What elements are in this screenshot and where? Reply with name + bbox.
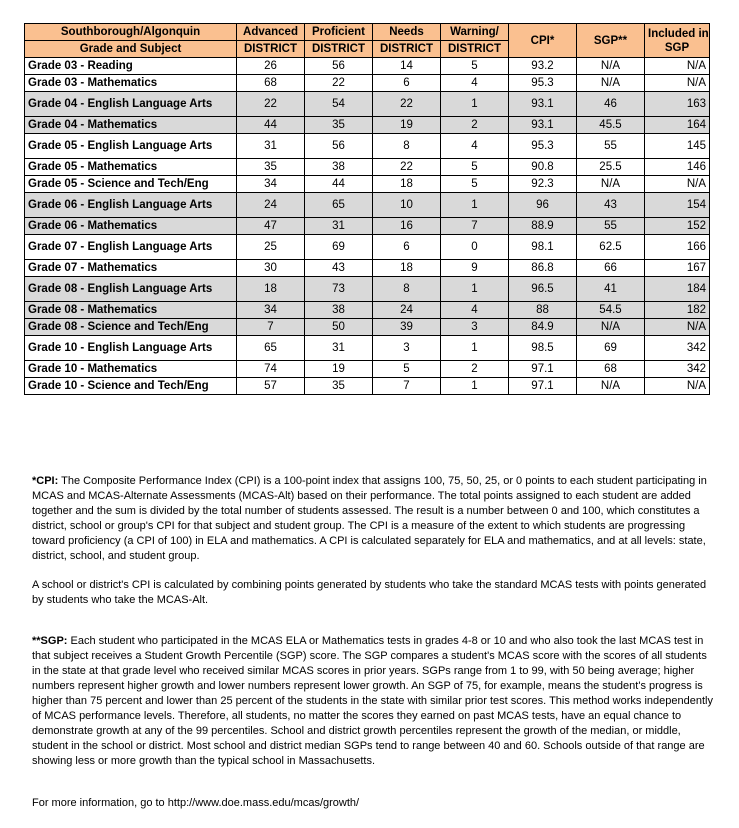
- cell-proficient: 38: [305, 159, 373, 176]
- cell-sgp: N/A: [577, 319, 645, 336]
- table-row: [25, 92, 710, 117]
- cell-subject: Grade 03 - Reading: [25, 58, 237, 75]
- cell-proficient: 35: [305, 117, 373, 134]
- header-proficient-district: DISTRICT: [305, 41, 373, 58]
- cell-included-in-sgp: N/A: [645, 378, 710, 395]
- cell-cpi: 96: [509, 193, 577, 218]
- header-sgp: SGP**: [577, 24, 645, 58]
- header-needs-district: DISTRICT: [373, 41, 441, 58]
- header-advanced: Advanced: [237, 24, 305, 41]
- cell-advanced: 25: [237, 235, 305, 260]
- cell-subject: Grade 05 - Science and Tech/Eng: [25, 176, 237, 193]
- cell-needs: 16: [373, 218, 441, 235]
- table-row: [25, 319, 710, 336]
- cell-warning: 5: [441, 176, 509, 193]
- table-row: [25, 193, 710, 218]
- cell-cpi: 97.1: [509, 361, 577, 378]
- cell-needs: 18: [373, 260, 441, 277]
- cell-subject: Grade 07 - Mathematics: [25, 260, 237, 277]
- cell-cpi: 95.3: [509, 134, 577, 159]
- cell-included-in-sgp: 154: [645, 193, 710, 218]
- cell-warning: 1: [441, 193, 509, 218]
- table-row: [25, 117, 710, 134]
- table-row: [25, 159, 710, 176]
- cell-subject: Grade 06 - English Language Arts: [25, 193, 237, 218]
- cell-cpi: 88: [509, 302, 577, 319]
- cell-proficient: 73: [305, 277, 373, 302]
- cell-included-in-sgp: 163: [645, 92, 710, 117]
- cell-sgp: N/A: [577, 58, 645, 75]
- cell-warning: 7: [441, 218, 509, 235]
- header-warning: Warning/: [441, 24, 509, 41]
- table-row: [25, 361, 710, 378]
- cell-cpi: 88.9: [509, 218, 577, 235]
- cell-advanced: 47: [237, 218, 305, 235]
- cell-warning: 3: [441, 319, 509, 336]
- cell-sgp: 62.5: [577, 235, 645, 260]
- header-included-line2: SGP: [664, 41, 690, 54]
- cell-advanced: 65: [237, 336, 305, 361]
- cell-included-in-sgp: N/A: [645, 58, 710, 75]
- cell-needs: 24: [373, 302, 441, 319]
- cell-included-in-sgp: 167: [645, 260, 710, 277]
- cell-advanced: 35: [237, 159, 305, 176]
- cell-advanced: 24: [237, 193, 305, 218]
- cell-needs: 3: [373, 336, 441, 361]
- cell-advanced: 22: [237, 92, 305, 117]
- cell-subject: Grade 10 - Mathematics: [25, 361, 237, 378]
- cell-sgp: N/A: [577, 75, 645, 92]
- cell-subject: Grade 03 - Mathematics: [25, 75, 237, 92]
- cell-sgp: 41: [577, 277, 645, 302]
- cell-warning: 1: [441, 378, 509, 395]
- cell-proficient: 50: [305, 319, 373, 336]
- table-row: [25, 235, 710, 260]
- table-row: [25, 260, 710, 277]
- cell-proficient: 44: [305, 176, 373, 193]
- cell-needs: 18: [373, 176, 441, 193]
- cell-warning: 1: [441, 336, 509, 361]
- cell-cpi: 93.2: [509, 58, 577, 75]
- cell-advanced: 34: [237, 176, 305, 193]
- cell-warning: 1: [441, 277, 509, 302]
- cell-needs: 8: [373, 277, 441, 302]
- cell-advanced: 74: [237, 361, 305, 378]
- cell-warning: 4: [441, 302, 509, 319]
- cell-proficient: 38: [305, 302, 373, 319]
- header-group-line1: Southborough/Algonquin: [25, 24, 237, 41]
- cell-needs: 14: [373, 58, 441, 75]
- cell-cpi: 98.1: [509, 235, 577, 260]
- cell-needs: 6: [373, 235, 441, 260]
- header-cpi: CPI*: [509, 24, 577, 58]
- cell-sgp: 66: [577, 260, 645, 277]
- cell-included-in-sgp: 146: [645, 159, 710, 176]
- cell-advanced: 7: [237, 319, 305, 336]
- header-included-in-sgp: [645, 24, 710, 58]
- table-row: [25, 302, 710, 319]
- cell-needs: 10: [373, 193, 441, 218]
- header-advanced-district: DISTRICT: [237, 41, 305, 58]
- cell-sgp: N/A: [577, 176, 645, 193]
- cell-proficient: 43: [305, 260, 373, 277]
- cell-subject: Grade 08 - Mathematics: [25, 302, 237, 319]
- cpi-note-2: [32, 578, 717, 608]
- cell-needs: 5: [373, 361, 441, 378]
- cell-subject: Grade 08 - English Language Arts: [25, 277, 237, 302]
- cell-warning: 0: [441, 235, 509, 260]
- cell-sgp: 43: [577, 193, 645, 218]
- cpi-note-text: The Composite Performance Index (CPI) is a 100-point index that assigns 100, 75, 50, 25, or 0 points to each student participating in MCAS and MCAS-Alternate Assessments (MCAS-Alt) based on their performance. The total points assigned to each student are added together and the sum is divided by the total number of students assessed. The result is a number between 0 and 100, which constitutes a district, school or group's CPI for that subject and student group. The CPI is a measure of the extent to which students are progressing toward proficiency (a CPI of 100) in ELA and mathematics. A CPI is calculated separately for ELA and mathematics, and at all levels: state, district, school, and student group.: [32, 475, 707, 562]
- cell-warning: 2: [441, 361, 509, 378]
- cpi-note-label: *CPI:: [32, 475, 59, 487]
- cell-advanced: 57: [237, 378, 305, 395]
- cell-subject: Grade 10 - Science and Tech/Eng: [25, 378, 237, 395]
- cell-proficient: 54: [305, 92, 373, 117]
- cell-included-in-sgp: 145: [645, 134, 710, 159]
- table-row: [25, 378, 710, 395]
- cell-advanced: 30: [237, 260, 305, 277]
- cell-subject: Grade 05 - Mathematics: [25, 159, 237, 176]
- cell-sgp: N/A: [577, 378, 645, 395]
- cell-subject: Grade 04 - English Language Arts: [25, 92, 237, 117]
- cell-advanced: 26: [237, 58, 305, 75]
- header-warning-district: DISTRICT: [441, 41, 509, 58]
- cell-advanced: 34: [237, 302, 305, 319]
- cell-proficient: 35: [305, 378, 373, 395]
- cell-subject: Grade 06 - Mathematics: [25, 218, 237, 235]
- sgp-note-label: **SGP:: [32, 635, 68, 647]
- table-row: [25, 336, 710, 361]
- cell-sgp: 54.5: [577, 302, 645, 319]
- cell-included-in-sgp: 184: [645, 277, 710, 302]
- cell-cpi: 95.3: [509, 75, 577, 92]
- cell-sgp: 45.5: [577, 117, 645, 134]
- cell-cpi: 90.8: [509, 159, 577, 176]
- cell-warning: 9: [441, 260, 509, 277]
- cell-proficient: 22: [305, 75, 373, 92]
- cell-included-in-sgp: 182: [645, 302, 710, 319]
- cell-cpi: 86.8: [509, 260, 577, 277]
- cell-sgp: 69: [577, 336, 645, 361]
- cell-included-in-sgp: 152: [645, 218, 710, 235]
- sgp-note: [32, 634, 717, 769]
- cell-needs: 19: [373, 117, 441, 134]
- cell-needs: 6: [373, 75, 441, 92]
- cell-advanced: 44: [237, 117, 305, 134]
- cell-advanced: 68: [237, 75, 305, 92]
- cell-proficient: 19: [305, 361, 373, 378]
- cell-sgp: 55: [577, 218, 645, 235]
- cell-proficient: 31: [305, 218, 373, 235]
- cell-warning: 2: [441, 117, 509, 134]
- cell-warning: 5: [441, 159, 509, 176]
- table-row: [25, 176, 710, 193]
- cell-needs: 7: [373, 378, 441, 395]
- cell-warning: 5: [441, 58, 509, 75]
- table-row: [25, 218, 710, 235]
- cell-subject: Grade 05 - English Language Arts: [25, 134, 237, 159]
- table-row: [25, 75, 710, 92]
- cell-advanced: 31: [237, 134, 305, 159]
- cell-warning: 4: [441, 75, 509, 92]
- cell-included-in-sgp: 342: [645, 361, 710, 378]
- cell-needs: 22: [373, 159, 441, 176]
- cell-proficient: 56: [305, 58, 373, 75]
- sgp-note-text: Each student who participated in the MCAS ELA or Mathematics tests in grades 4-8 or 10 and who also took the last MCAS test in that subject receives a Student Growth Percentile (SGP) score. The SGP compares a student's MCAS score with the scores of all students in the state at that grade level who received similar MCAS scores in prior years. SGPs range from 1 to 99, with 50 being average; higher numbers represent higher growth and lower numbers represent lower growth. An SGP of 75, for example, means the student's progress is higher than 75 percent and lower than 25 percent of the students in the state with similar prior test scores. This method works independently of MCAS performance levels. Therefore, all students, no matter the scores they earned on past MCAS tests, have an equal chance to demonstrate growth at any of the 99 percentiles. School and district growth percentiles represent the growth of the median, or middle, student in the school or district. Most school and district median SGPs tend to range between 40 and 60. Schools outside of that range are showing less or more growth than the typical school in Massachusetts.: [32, 635, 713, 767]
- cell-cpi: 92.3: [509, 176, 577, 193]
- cell-warning: 4: [441, 134, 509, 159]
- table-row: [25, 58, 710, 75]
- cpi-note: [32, 474, 717, 564]
- cell-warning: 1: [441, 92, 509, 117]
- cpi-paragraph: [32, 474, 717, 564]
- table-body: [25, 58, 710, 395]
- cell-included-in-sgp: N/A: [645, 176, 710, 193]
- cell-sgp: 25.5: [577, 159, 645, 176]
- cell-cpi: 93.1: [509, 117, 577, 134]
- cell-cpi: 97.1: [509, 378, 577, 395]
- mcas-results-table: [24, 23, 710, 395]
- cell-proficient: 65: [305, 193, 373, 218]
- cell-subject: Grade 04 - Mathematics: [25, 117, 237, 134]
- cell-subject: Grade 08 - Science and Tech/Eng: [25, 319, 237, 336]
- table-row: [25, 277, 710, 302]
- header-proficient: Proficient: [305, 24, 373, 41]
- header-needs: Needs: [373, 24, 441, 41]
- cell-included-in-sgp: 164: [645, 117, 710, 134]
- header-group-line2: Grade and Subject: [25, 41, 237, 58]
- cell-proficient: 31: [305, 336, 373, 361]
- cell-subject: Grade 10 - English Language Arts: [25, 336, 237, 361]
- cell-needs: 8: [373, 134, 441, 159]
- cell-proficient: 56: [305, 134, 373, 159]
- cell-proficient: 69: [305, 235, 373, 260]
- cell-included-in-sgp: N/A: [645, 319, 710, 336]
- more-info: [32, 796, 717, 811]
- cell-included-in-sgp: 342: [645, 336, 710, 361]
- more-info-text: For more information, go to http://www.doe.mass.edu/mcas/growth/: [32, 797, 360, 809]
- cell-sgp: 55: [577, 134, 645, 159]
- cpi-note-text-2: A school or district's CPI is calculated by combining points generated by students who take the standard MCAS tests with points generated by students who take the MCAS-Alt.: [32, 579, 707, 606]
- table-row: [25, 134, 710, 159]
- header-included-line1: Included in: [648, 27, 709, 40]
- cell-included-in-sgp: N/A: [645, 75, 710, 92]
- cell-needs: 39: [373, 319, 441, 336]
- cell-cpi: 93.1: [509, 92, 577, 117]
- cell-needs: 22: [373, 92, 441, 117]
- cell-subject: Grade 07 - English Language Arts: [25, 235, 237, 260]
- cell-sgp: 46: [577, 92, 645, 117]
- cell-advanced: 18: [237, 277, 305, 302]
- cell-cpi: 96.5: [509, 277, 577, 302]
- cell-cpi: 84.9: [509, 319, 577, 336]
- cell-included-in-sgp: 166: [645, 235, 710, 260]
- sgp-paragraph: [32, 634, 717, 769]
- cell-cpi: 98.5: [509, 336, 577, 361]
- cell-sgp: 68: [577, 361, 645, 378]
